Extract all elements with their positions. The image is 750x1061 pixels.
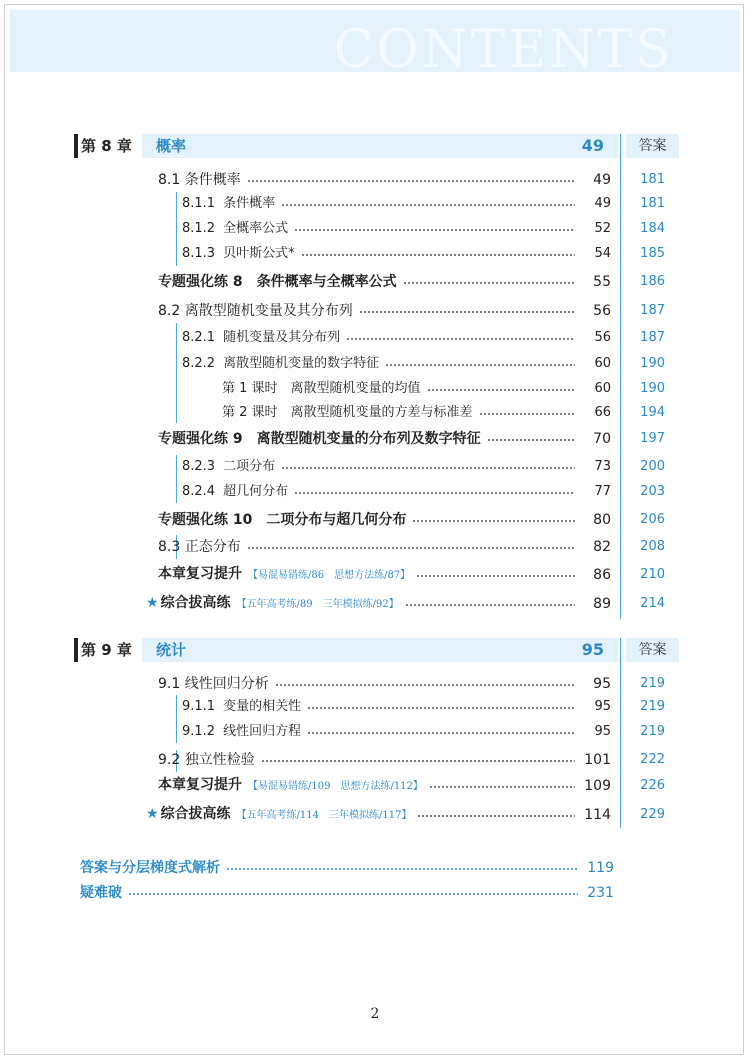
section-8-2-line: [176, 323, 177, 423]
chapter-9-header[interactable]: [74, 638, 679, 662]
chapter-9-answer-label: 答案: [638, 642, 667, 658]
toc-entry[interactable]: 专题强化练 10 二项分布与超几何分布 80 206: [158, 512, 665, 528]
toc-entry[interactable]: ★ 综合拔高练 【五年高考练/114 三年模拟练/117】 114 229: [146, 806, 665, 823]
contents-banner: [10, 10, 740, 72]
toc-entry[interactable]: 8.1.2 全概率公式 52 184: [182, 221, 665, 236]
toc-entry[interactable]: 8.3 正态分布 82 208: [158, 539, 665, 555]
section-9-1-line: [176, 695, 177, 743]
answer-column-line-8: [620, 134, 621, 619]
toc-entry[interactable]: 9.1.1 变量的相关性 95 219: [182, 699, 665, 714]
toc-entry[interactable]: ★ 综合拔高练 【五年高考练/89 三年模拟练/92】 89 214: [146, 595, 665, 612]
toc-entry[interactable]: 8.2 离散型随机变量及其分布列 56 187: [158, 303, 665, 319]
toc-entry[interactable]: 8.2.2 离散型随机变量的数字特征 60 190: [182, 356, 665, 371]
appendix-entry-difficulty[interactable]: 疑难破 231: [80, 885, 614, 901]
toc-entry[interactable]: 专题强化练 8 条件概率与全概率公式 55 186: [158, 274, 665, 290]
section-8-1-line: [176, 192, 177, 266]
chapter-8-label: 第 8 章: [74, 134, 142, 158]
chapter-8-answer-label: 答案: [638, 138, 667, 154]
section-8-2b-line: [176, 455, 177, 503]
appendix-entry-answers[interactable]: 答案与分层梯度式解析 119: [80, 860, 614, 876]
contents-watermark: CONTENTS: [333, 20, 674, 72]
toc-entry[interactable]: 9.2 独立性检验 101 222: [158, 752, 665, 768]
chapter-8-page: 49: [581, 136, 604, 155]
toc-entry[interactable]: 专题强化练 9 离散型随机变量的分布列及数字特征 70 197: [158, 431, 665, 447]
star-icon: ★: [146, 806, 159, 822]
toc-entry[interactable]: 8.1 条件概率 49 181: [158, 172, 665, 188]
toc-entry[interactable]: 9.1.2 线性回归方程 95 219: [182, 724, 665, 739]
toc-entry[interactable]: 本章复习提升 【易混易错练/86 思想方法练/87】 86 210: [158, 566, 665, 583]
page-number: 2: [370, 1006, 380, 1022]
star-icon: ★: [146, 595, 159, 611]
toc-entry[interactable]: 第 1 课时 离散型随机变量的均值 60 190: [222, 381, 665, 396]
toc-entry[interactable]: 第 2 课时 离散型随机变量的方差与标准差 66 194: [222, 405, 665, 420]
toc-entry[interactable]: 9.1 线性回归分析 95 219: [158, 676, 665, 692]
chapter-8-header[interactable]: [74, 134, 679, 158]
toc-entry[interactable]: 8.2.1 随机变量及其分布列 56 187: [182, 330, 665, 345]
toc-entry[interactable]: 8.2.4 超几何分布 77 203: [182, 484, 665, 499]
chapter-9-label: 第 9 章: [74, 638, 142, 662]
chapter-8-title: 概率: [156, 137, 187, 155]
toc-entry[interactable]: 8.2.3 二项分布 73 200: [182, 459, 665, 474]
answer-column-line-9: [620, 638, 621, 828]
chapter-9-title: 统计: [156, 641, 187, 659]
chapter-9-page: 95: [581, 640, 604, 659]
toc-entry[interactable]: 8.1.1 条件概率 49 181: [182, 196, 665, 211]
toc-entry[interactable]: 本章复习提升 【易混易错练/109 思想方法练/112】 109 226: [158, 777, 665, 794]
toc-entry[interactable]: 8.1.3 贝叶斯公式* 54 185: [182, 246, 665, 261]
